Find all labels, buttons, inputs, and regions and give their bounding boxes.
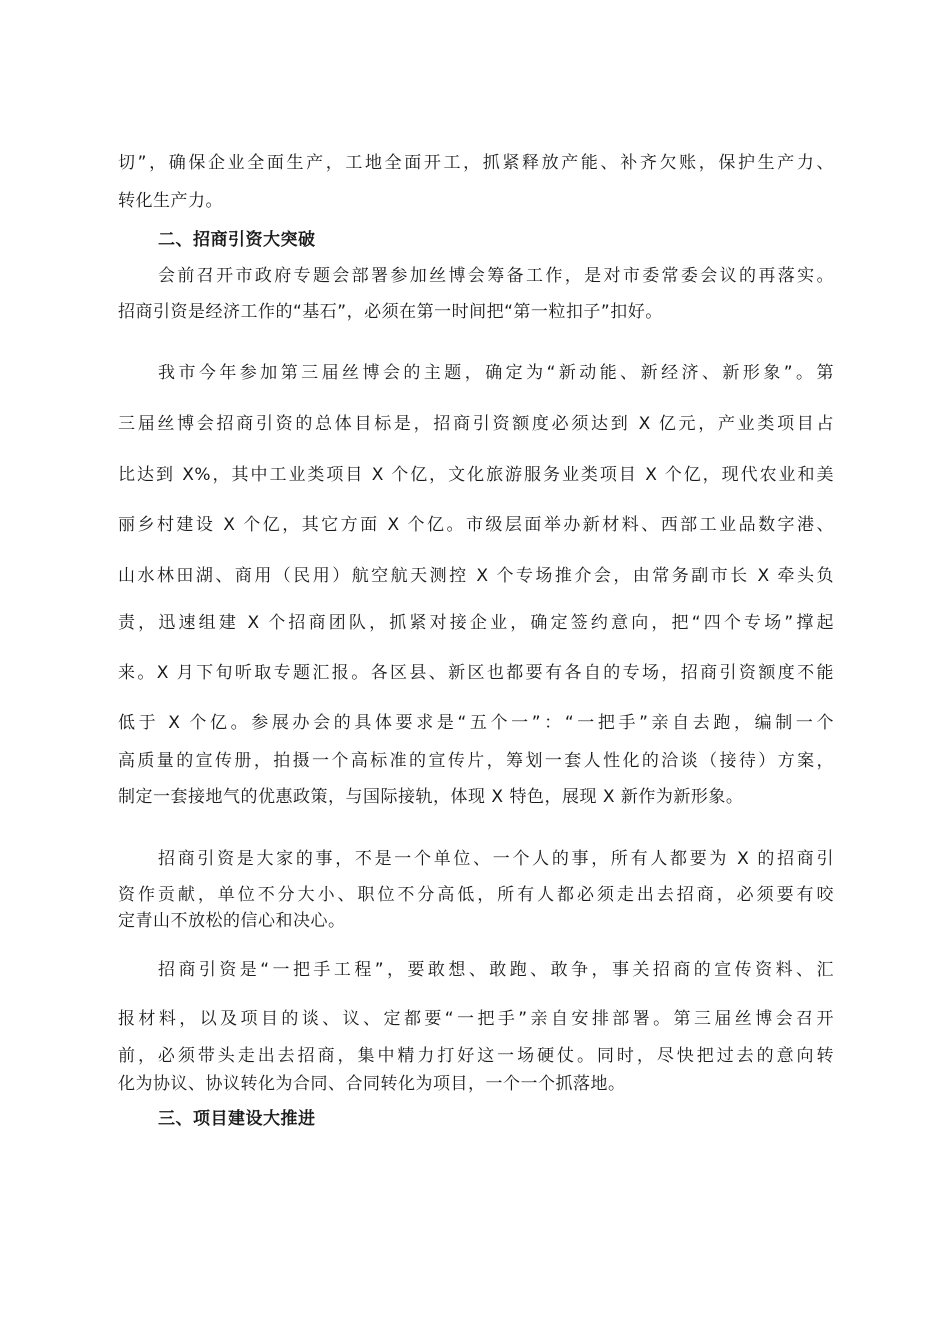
paragraph-2-line-2: 招商引资是经济工作的“基石”，必须在第一时间把“第一粒扣子”扣好。 — [118, 302, 663, 322]
paragraph-5-line-1: 招商引资是“一把手工程”，要敢想、敢跑、敢争，事关招商的宣传资料、汇 — [158, 960, 834, 980]
paragraph-3-line-10: 制定一套接地气的优惠政策，与国际接轨，体现 X 特色，展现 X 新作为新形象。 — [118, 787, 744, 807]
paragraph-4-line-2: 资作贡献，单位不分大小、职位不分高低，所有人都必须走出去招商，必须要有咬 — [118, 885, 834, 905]
paragraph-4-line-1: 招商引资是大家的事，不是一个单位、一个人的事，所有人都要为 X 的招商引 — [158, 849, 834, 869]
paragraph-2-line-1: 会前召开市政府专题会部署参加丝博会筹备工作，是对市委常委会议的再落实。 — [158, 266, 834, 286]
paragraph-3-line-4: 丽乡村建设 X 个亿，其它方面 X 个亿。市级层面举办新材料、西部工业品数字港、 — [118, 515, 834, 535]
paragraph-1-line-2: 转化生产力。 — [118, 191, 223, 211]
paragraph-3-line-3: 比达到 X%，其中工业类项目 X 个亿，文化旅游服务业类项目 X 个亿，现代农业和美 — [118, 465, 834, 485]
paragraph-5-line-2: 报材料，以及项目的谈、议、定都要“一把手”亲自安排部署。第三届丝博会召开 — [118, 1009, 834, 1029]
paragraph-3-line-9: 高质量的宣传册，拍摄一个高标准的宣传片，筹划一套人性化的洽谈（接待）方案， — [118, 751, 834, 771]
paragraph-1-line-1: 切”，确保企业全面生产，工地全面开工，抓紧释放产能、补齐欠账，保护生产力、 — [118, 153, 834, 173]
section-heading-2: 二、招商引资大突破 — [158, 230, 316, 250]
paragraph-3-line-6: 责，迅速组建 X 个招商团队，抓紧对接企业，确定签约意向，把“四个专场”撑起 — [118, 613, 834, 633]
paragraph-3-line-8: 低于 X 个亿。参展办会的具体要求是“五个一”：“一把手”亲自去跑，编制一个 — [118, 713, 834, 733]
paragraph-5-line-3: 前，必须带头走出去招商，集中精力打好这一场硬仗。同时，尽快把过去的意向转 — [118, 1046, 834, 1066]
paragraph-4-line-3: 定青山不放松的信心和决心。 — [118, 911, 346, 931]
paragraph-5-line-4: 化为协议、协议转化为合同、合同转化为项目，一个一个抓落地。 — [118, 1074, 626, 1094]
paragraph-3-line-7: 来。X 月下旬听取专题汇报。各区县、新区也都要有各自的专场，招商引资额度不能 — [118, 663, 834, 683]
paragraph-3-line-1: 我市今年参加第三届丝博会的主题，确定为“新动能、新经济、新形象”。第 — [158, 363, 834, 383]
paragraph-3-line-5: 山水林田湖、商用（民用）航空航天测控 X 个专场推介会，由常务副市长 X 牵头负 — [118, 566, 834, 586]
section-heading-3: 三、项目建设大推进 — [158, 1109, 316, 1129]
paragraph-3-line-2: 三届丝博会招商引资的总体目标是，招商引资额度必须达到 X 亿元，产业类项目占 — [118, 414, 834, 434]
